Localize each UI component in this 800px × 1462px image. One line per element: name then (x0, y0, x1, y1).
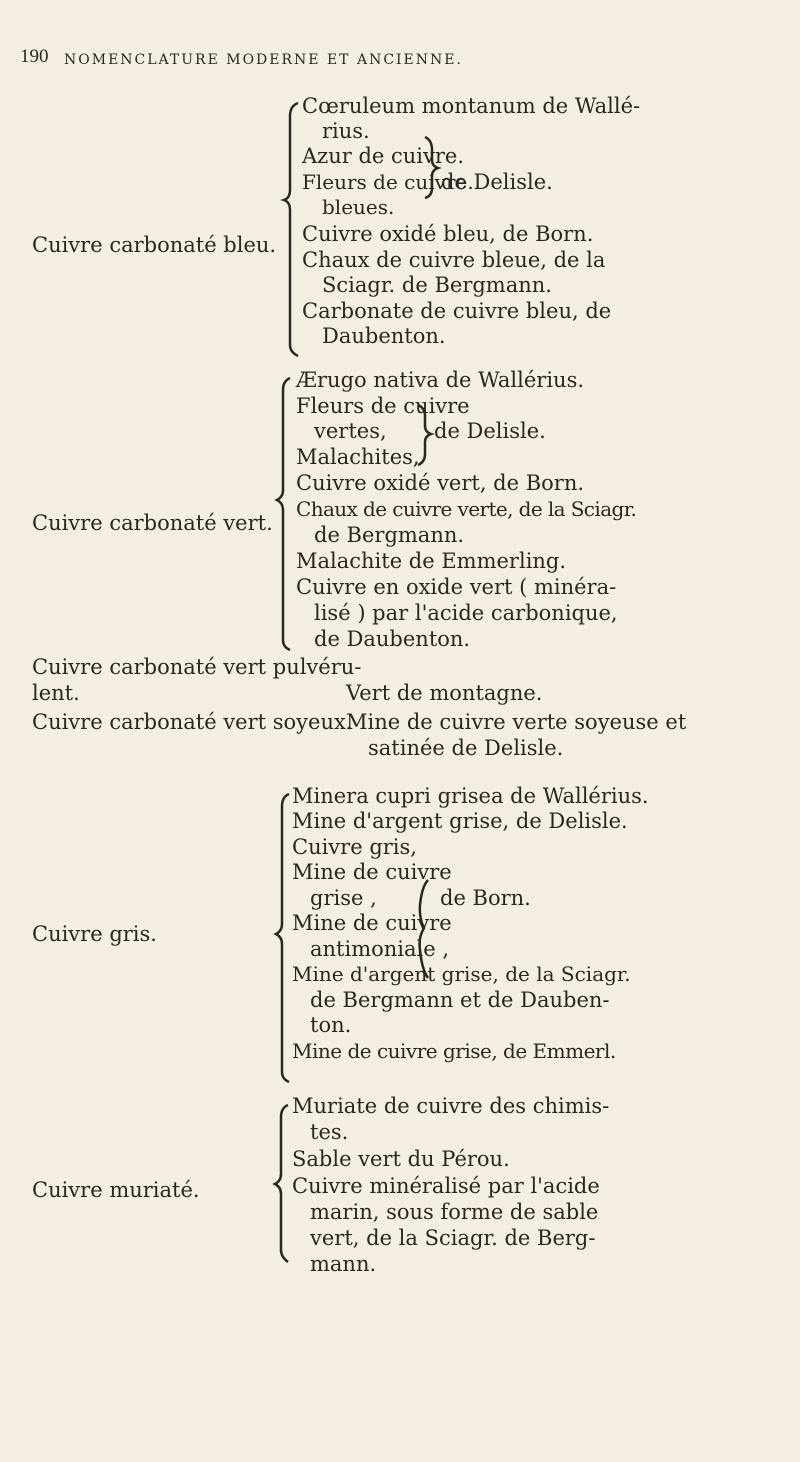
ancient-line: Malachites, (296, 445, 420, 469)
ancient-line: de Bergmann. (314, 523, 465, 547)
modern-name-3b: lent. (32, 681, 80, 705)
ancient-line: Mine de cuivre verte soyeuse et (346, 710, 687, 734)
ancient-line: antimoniale , (310, 937, 450, 961)
ancient-line: grise , (310, 886, 377, 910)
ancient-line: vert, de la Sciagr. de Berg- (310, 1226, 596, 1250)
ancient-line: Cuivre minéralisé par l'acide (292, 1174, 600, 1198)
running-title: NOMENCLATURE MODERNE ET ANCIENNE. (64, 52, 463, 68)
ancient-line: Mine d'argent grise, de Delisle. (292, 809, 628, 833)
ancient-line: Cuivre oxidé bleu, de Born. (302, 222, 594, 246)
ancient-line: Daubenton. (322, 324, 446, 348)
modern-name-2: Cuivre carbonaté vert. (32, 511, 273, 535)
ancient-line: Sciagr. de Bergmann. (322, 273, 552, 297)
ancient-source: de Born. (440, 886, 531, 910)
ancient-line: vertes, (314, 419, 387, 443)
ancient-line: rius. (322, 119, 370, 143)
ancient-line: Mine d'argent grise, de la Sciagr. (292, 962, 631, 986)
modern-name-5: Cuivre gris. (32, 922, 157, 946)
ancient-line: Cœruleum montanum de Wallé- (302, 94, 641, 118)
ancient-source: de Delisle. (434, 419, 546, 443)
ancient-line: Sable vert du Pérou. (292, 1147, 510, 1171)
ancient-line: satinée de Delisle. (368, 736, 564, 760)
ancient-source: de Delisle. (441, 170, 553, 194)
modern-name-1: Cuivre carbonaté bleu. (32, 233, 277, 257)
brace-5 (276, 794, 289, 1082)
ancient-line: Muriate de cuivre des chimis- (292, 1094, 610, 1118)
ancient-line: Mine de cuivre grise, de Emmerl. (292, 1039, 616, 1063)
brace-1 (284, 103, 298, 356)
ancient-line: Azur de cuivre. (302, 144, 465, 168)
modern-name-4: Cuivre carbonaté vert soyeux. (32, 710, 353, 734)
ancient-line: Fleurs de cuivre. (302, 170, 474, 194)
ancient-line: Cuivre gris, (292, 835, 417, 859)
ancient-line: de Bergmann et de Dauben- (310, 988, 610, 1012)
page-number: 190 (20, 46, 49, 67)
ancient-line: Chaux de cuivre verte, de la Sciagr. (296, 497, 637, 521)
ancient-line: Chaux de cuivre bleue, de la (302, 248, 606, 272)
ancient-line: bleues. (322, 195, 395, 219)
ancient-line: Minera cupri grisea de Wallérius. (292, 784, 649, 808)
ancient-line: lisé ) par l'acide carbonique, (314, 601, 618, 625)
ancient-line: ton. (310, 1013, 352, 1037)
ancient-line: Carbonate de cuivre bleu, de (302, 299, 612, 323)
ancient-line: mann. (310, 1252, 377, 1276)
ancient-line: Cuivre oxidé vert, de Born. (296, 471, 585, 495)
ancient-line: Ærugo nativa de Wallérius. (296, 368, 585, 392)
ancient-line: Vert de montagne. (346, 681, 543, 705)
ancient-line: Malachite de Emmerling. (296, 549, 567, 573)
ancient-line: marin, sous forme de sable (310, 1200, 599, 1224)
ancient-line: Fleurs de cuivre (296, 394, 470, 418)
brace-6 (275, 1105, 288, 1262)
ancient-line: Cuivre en oxide vert ( minéra- (296, 575, 617, 599)
ancient-line: Mine de cuivre (292, 911, 452, 935)
modern-name-6: Cuivre muriaté. (32, 1178, 200, 1202)
modern-name-3a: Cuivre carbonaté vert pulvéru- (32, 655, 362, 679)
ancient-line: de Daubenton. (314, 627, 471, 651)
brace-2 (277, 378, 290, 650)
ancient-line: tes. (310, 1120, 349, 1144)
ancient-line: Mine de cuivre (292, 860, 452, 884)
